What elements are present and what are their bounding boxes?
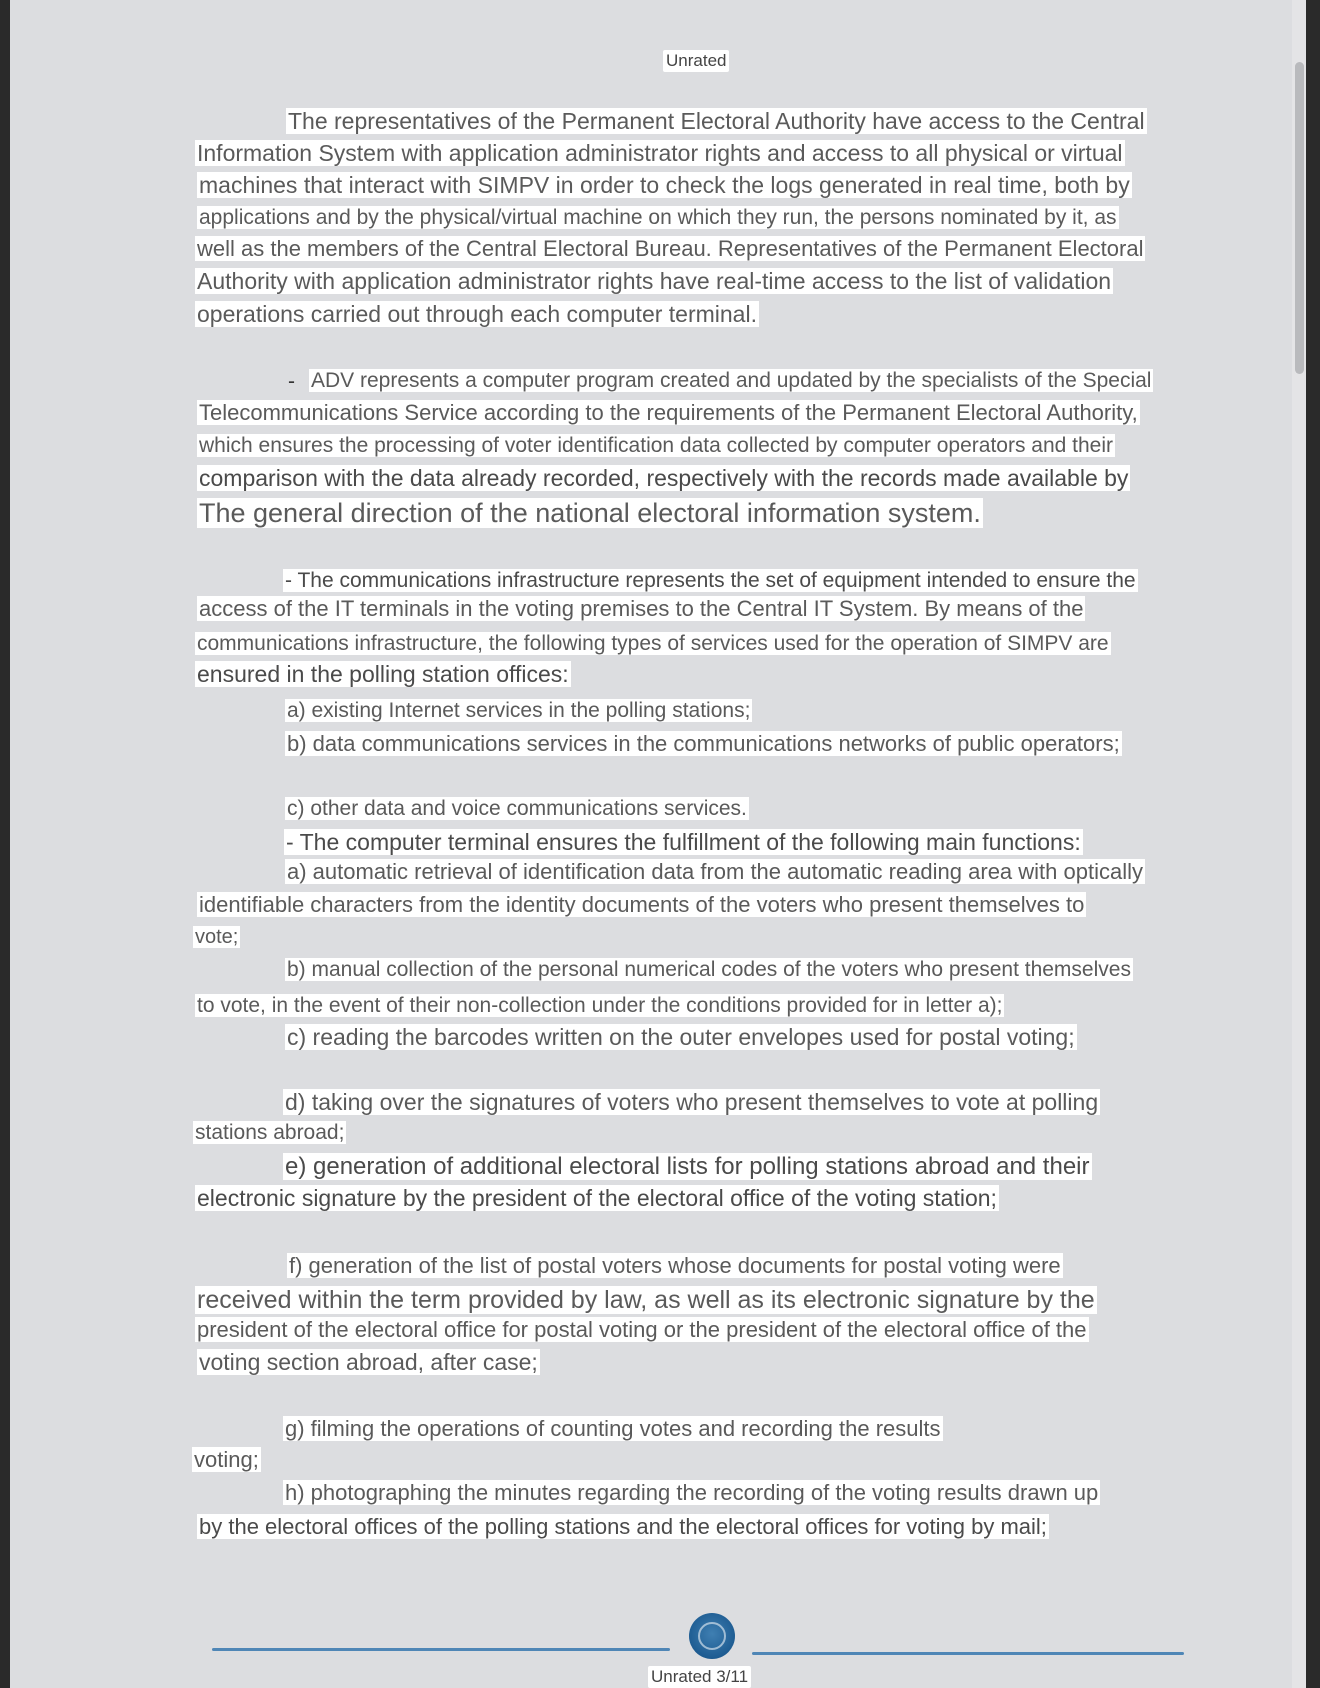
footer-rule-right [752,1652,1184,1655]
paragraph-line: ensured in the polling station offices: [197,661,569,687]
list-item: e) generation of additional electoral lists for polling stations abroad and their [285,1153,1090,1180]
list-item: electronic signature by the president of the electoral office of the voting station; [197,1185,997,1211]
list-item: president of the electoral office for postal voting or the president of the electoral office of the [197,1317,1087,1342]
list-item: voting; [194,1447,259,1472]
paragraph-line: The representatives of the Permanent Electoral Authority have access to the Central [288,108,1145,134]
list-item: to vote, in the event of their non-collection under the conditions provided for in letter a); [197,994,1003,1017]
paragraph-line: ADV represents a computer program created and updated by the specialists of the Special [311,369,1152,392]
list-item: b) manual collection of the personal numerical codes of the voters who present themselves [287,958,1131,981]
list-item: f) generation of the list of postal voters whose documents for postal voting were [289,1253,1061,1278]
list-item: g) filming the operations of counting votes and recording the results [285,1416,941,1441]
vertical-scrollbar[interactable] [1292,0,1306,1688]
header-classification-label: Unrated [663,50,729,72]
list-item: identifiable characters from the identity documents of the voters who present themselves to [199,892,1085,917]
list-item: received within the term provided by law, as well as its electronic signature by the [197,1286,1095,1314]
list-item: h) photographing the minutes regarding the recording of the voting results drawn up [285,1480,1099,1505]
paragraph-line: access of the IT terminals in the voting premises to the Central IT System. By means of the [199,596,1084,621]
paragraph-line: comparison with the data already recorded, respectively with the records made available by [199,465,1129,491]
paragraph-line: machines that interact with SIMPV in order to check the logs generated in real time, both by [199,172,1130,198]
paragraph-line: which ensures the processing of voter identification data collected by computer operators and their [199,434,1114,457]
institution-seal-icon [689,1613,735,1659]
bullet-dash: - [288,370,295,393]
document-page [10,0,1306,1688]
paragraph-line: - The communications infrastructure represents the set of equipment intended to ensure the [285,569,1136,592]
footer-page-label: Unrated 3/11 [648,1666,751,1688]
list-item: stations abroad; [195,1121,345,1144]
list-item: c) reading the barcodes written on the outer envelopes used for postal voting; [287,1024,1075,1050]
list-item: vote; [195,926,239,948]
paragraph-line: Telecommunications Service according to the requirements of the Permanent Electoral Authority, [199,400,1138,425]
paragraph-line: well as the members of the Central Electoral Bureau. Representatives of the Permanent Electoral [197,236,1144,261]
list-item: by the electoral offices of the polling stations and the electoral offices for voting by mail; [199,1514,1047,1539]
paragraph-line: applications and by the physical/virtual machine on which they run, the persons nominated by it, as [199,206,1117,229]
paragraph-line: operations carried out through each computer terminal. [197,301,757,327]
list-item: c) other data and voice communications services. [287,797,747,820]
paragraph-line: Authority with application administrator rights have real-time access to the list of validation [197,268,1112,294]
paragraph-line: The general direction of the national electoral information system. [199,498,981,528]
section-intro: - The computer terminal ensures the fulfillment of the following main functions: [286,829,1081,855]
paragraph-line: communications infrastructure, the following types of services used for the operation of SIMPV are [197,632,1109,655]
list-item: b) data communications services in the communications networks of public operators; [287,731,1120,756]
scrollbar-thumb[interactable] [1295,62,1304,374]
list-item: a) automatic retrieval of identification data from the automatic reading area with optically [287,859,1143,884]
list-item: d) taking over the signatures of voters who present themselves to vote at polling [285,1089,1099,1115]
paragraph-line: Information System with application administrator rights and access to all physical or virtual [197,140,1123,166]
footer-rule-left [212,1648,670,1651]
list-item: a) existing Internet services in the polling stations; [287,699,751,722]
list-item: voting section abroad, after case; [199,1349,538,1375]
